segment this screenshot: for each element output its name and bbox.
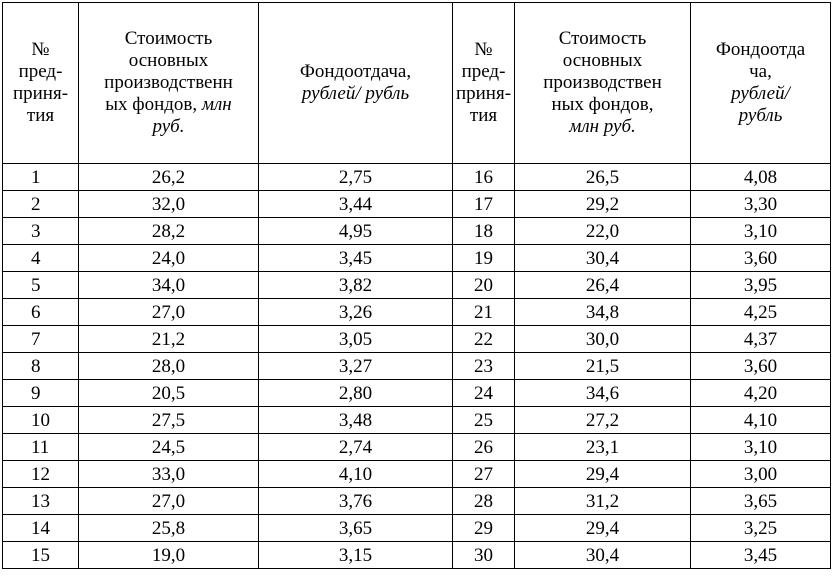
cell-enterprise-number-right: 21 <box>453 299 515 326</box>
cell-enterprise-number-left: 11 <box>3 434 79 461</box>
cell-fixed-assets-cost-right: 30,4 <box>515 542 691 569</box>
cell-fixed-assets-cost-left: 34,0 <box>79 272 259 299</box>
cell-capital-productivity-left: 2,80 <box>259 380 453 407</box>
enterprise-data-table <box>2 2 831 569</box>
cell-enterprise-number-right: 25 <box>453 407 515 434</box>
cell-capital-productivity-right: 4,37 <box>691 326 831 353</box>
cell-fixed-assets-cost-left: 28,2 <box>79 218 259 245</box>
cell-capital-productivity-right: 3,60 <box>691 353 831 380</box>
cell-capital-productivity-left: 3,05 <box>259 326 453 353</box>
cell-capital-productivity-left: 4,95 <box>259 218 453 245</box>
cell-capital-productivity-left: 3,15 <box>259 542 453 569</box>
table-row <box>3 191 831 218</box>
table-row <box>3 380 831 407</box>
cell-capital-productivity-right: 4,10 <box>691 407 831 434</box>
cell-enterprise-number-right: 29 <box>453 515 515 542</box>
cell-enterprise-number-left: 2 <box>3 191 79 218</box>
header-capital-productivity-right: Фондоотда ча, рублей/ рубль <box>691 3 831 164</box>
header-capital-productivity-left: Фондоотдача, рублей/ рубль <box>259 3 453 164</box>
cell-fixed-assets-cost-right: 27,2 <box>515 407 691 434</box>
cell-enterprise-number-right: 20 <box>453 272 515 299</box>
cell-capital-productivity-right: 4,25 <box>691 299 831 326</box>
cell-fixed-assets-cost-right: 29,4 <box>515 461 691 488</box>
table-row <box>3 461 831 488</box>
cell-enterprise-number-left: 15 <box>3 542 79 569</box>
cell-fixed-assets-cost-right: 34,6 <box>515 380 691 407</box>
cell-fixed-assets-cost-right: 21,5 <box>515 353 691 380</box>
cell-capital-productivity-right: 3,00 <box>691 461 831 488</box>
cell-fixed-assets-cost-left: 27,0 <box>79 488 259 515</box>
cell-enterprise-number-right: 16 <box>453 164 515 191</box>
table-row <box>3 488 831 515</box>
cell-fixed-assets-cost-left: 33,0 <box>79 461 259 488</box>
cell-capital-productivity-left: 3,76 <box>259 488 453 515</box>
cell-enterprise-number-right: 22 <box>453 326 515 353</box>
cell-enterprise-number-left: 7 <box>3 326 79 353</box>
cell-capital-productivity-right: 3,60 <box>691 245 831 272</box>
cell-capital-productivity-right: 3,30 <box>691 191 831 218</box>
cell-capital-productivity-left: 4,10 <box>259 461 453 488</box>
table-row <box>3 164 831 191</box>
header-fixed-assets-cost-left: Стоимость основных производственн ых фондов, млн руб. <box>79 3 259 164</box>
table-row <box>3 434 831 461</box>
table-body <box>3 164 831 569</box>
table-row <box>3 245 831 272</box>
cell-enterprise-number-right: 30 <box>453 542 515 569</box>
table-row <box>3 407 831 434</box>
header-fixed-assets-cost-right: Стоимость основных производствен ных фондов, млн руб. <box>515 3 691 164</box>
table-row <box>3 272 831 299</box>
cell-enterprise-number-left: 3 <box>3 218 79 245</box>
cell-enterprise-number-right: 27 <box>453 461 515 488</box>
cell-enterprise-number-right: 17 <box>453 191 515 218</box>
cell-enterprise-number-left: 1 <box>3 164 79 191</box>
cell-capital-productivity-right: 3,45 <box>691 542 831 569</box>
cell-fixed-assets-cost-right: 29,2 <box>515 191 691 218</box>
cell-fixed-assets-cost-left: 25,8 <box>79 515 259 542</box>
cell-capital-productivity-right: 3,25 <box>691 515 831 542</box>
header-enterprise-number-right: № пред- приня- тия <box>453 3 515 164</box>
cell-fixed-assets-cost-right: 30,4 <box>515 245 691 272</box>
cell-fixed-assets-cost-left: 26,2 <box>79 164 259 191</box>
cell-enterprise-number-right: 18 <box>453 218 515 245</box>
cell-enterprise-number-left: 4 <box>3 245 79 272</box>
cell-enterprise-number-right: 23 <box>453 353 515 380</box>
cell-capital-productivity-right: 3,95 <box>691 272 831 299</box>
cell-capital-productivity-left: 3,48 <box>259 407 453 434</box>
cell-fixed-assets-cost-right: 23,1 <box>515 434 691 461</box>
cell-fixed-assets-cost-left: 27,5 <box>79 407 259 434</box>
cell-fixed-assets-cost-right: 29,4 <box>515 515 691 542</box>
table-row <box>3 218 831 245</box>
cell-capital-productivity-right: 3,10 <box>691 218 831 245</box>
cell-enterprise-number-left: 9 <box>3 380 79 407</box>
table-row <box>3 353 831 380</box>
cell-capital-productivity-left: 3,45 <box>259 245 453 272</box>
cell-fixed-assets-cost-right: 22,0 <box>515 218 691 245</box>
cell-enterprise-number-left: 10 <box>3 407 79 434</box>
header-row <box>3 3 831 164</box>
cell-enterprise-number-left: 6 <box>3 299 79 326</box>
cell-capital-productivity-left: 3,44 <box>259 191 453 218</box>
cell-capital-productivity-left: 3,26 <box>259 299 453 326</box>
cell-enterprise-number-left: 13 <box>3 488 79 515</box>
header-enterprise-number-left: № пред- приня- тия <box>3 3 79 164</box>
cell-capital-productivity-right: 3,65 <box>691 488 831 515</box>
cell-fixed-assets-cost-left: 19,0 <box>79 542 259 569</box>
cell-fixed-assets-cost-left: 24,5 <box>79 434 259 461</box>
table-row <box>3 299 831 326</box>
cell-capital-productivity-left: 3,27 <box>259 353 453 380</box>
cell-capital-productivity-left: 2,75 <box>259 164 453 191</box>
table-row <box>3 542 831 569</box>
cell-capital-productivity-left: 3,65 <box>259 515 453 542</box>
cell-capital-productivity-right: 3,10 <box>691 434 831 461</box>
cell-fixed-assets-cost-left: 28,0 <box>79 353 259 380</box>
cell-fixed-assets-cost-left: 32,0 <box>79 191 259 218</box>
cell-capital-productivity-right: 4,08 <box>691 164 831 191</box>
cell-capital-productivity-left: 2,74 <box>259 434 453 461</box>
cell-fixed-assets-cost-right: 26,5 <box>515 164 691 191</box>
cell-capital-productivity-left: 3,82 <box>259 272 453 299</box>
cell-fixed-assets-cost-left: 21,2 <box>79 326 259 353</box>
cell-enterprise-number-left: 5 <box>3 272 79 299</box>
cell-enterprise-number-right: 28 <box>453 488 515 515</box>
cell-capital-productivity-right: 4,20 <box>691 380 831 407</box>
cell-enterprise-number-left: 8 <box>3 353 79 380</box>
cell-fixed-assets-cost-right: 31,2 <box>515 488 691 515</box>
cell-enterprise-number-right: 19 <box>453 245 515 272</box>
table-row <box>3 326 831 353</box>
cell-enterprise-number-right: 24 <box>453 380 515 407</box>
cell-fixed-assets-cost-right: 26,4 <box>515 272 691 299</box>
cell-fixed-assets-cost-left: 24,0 <box>79 245 259 272</box>
cell-enterprise-number-left: 12 <box>3 461 79 488</box>
cell-enterprise-number-right: 26 <box>453 434 515 461</box>
table-row <box>3 515 831 542</box>
cell-enterprise-number-left: 14 <box>3 515 79 542</box>
cell-fixed-assets-cost-right: 30,0 <box>515 326 691 353</box>
cell-fixed-assets-cost-right: 34,8 <box>515 299 691 326</box>
cell-fixed-assets-cost-left: 27,0 <box>79 299 259 326</box>
cell-fixed-assets-cost-left: 20,5 <box>79 380 259 407</box>
